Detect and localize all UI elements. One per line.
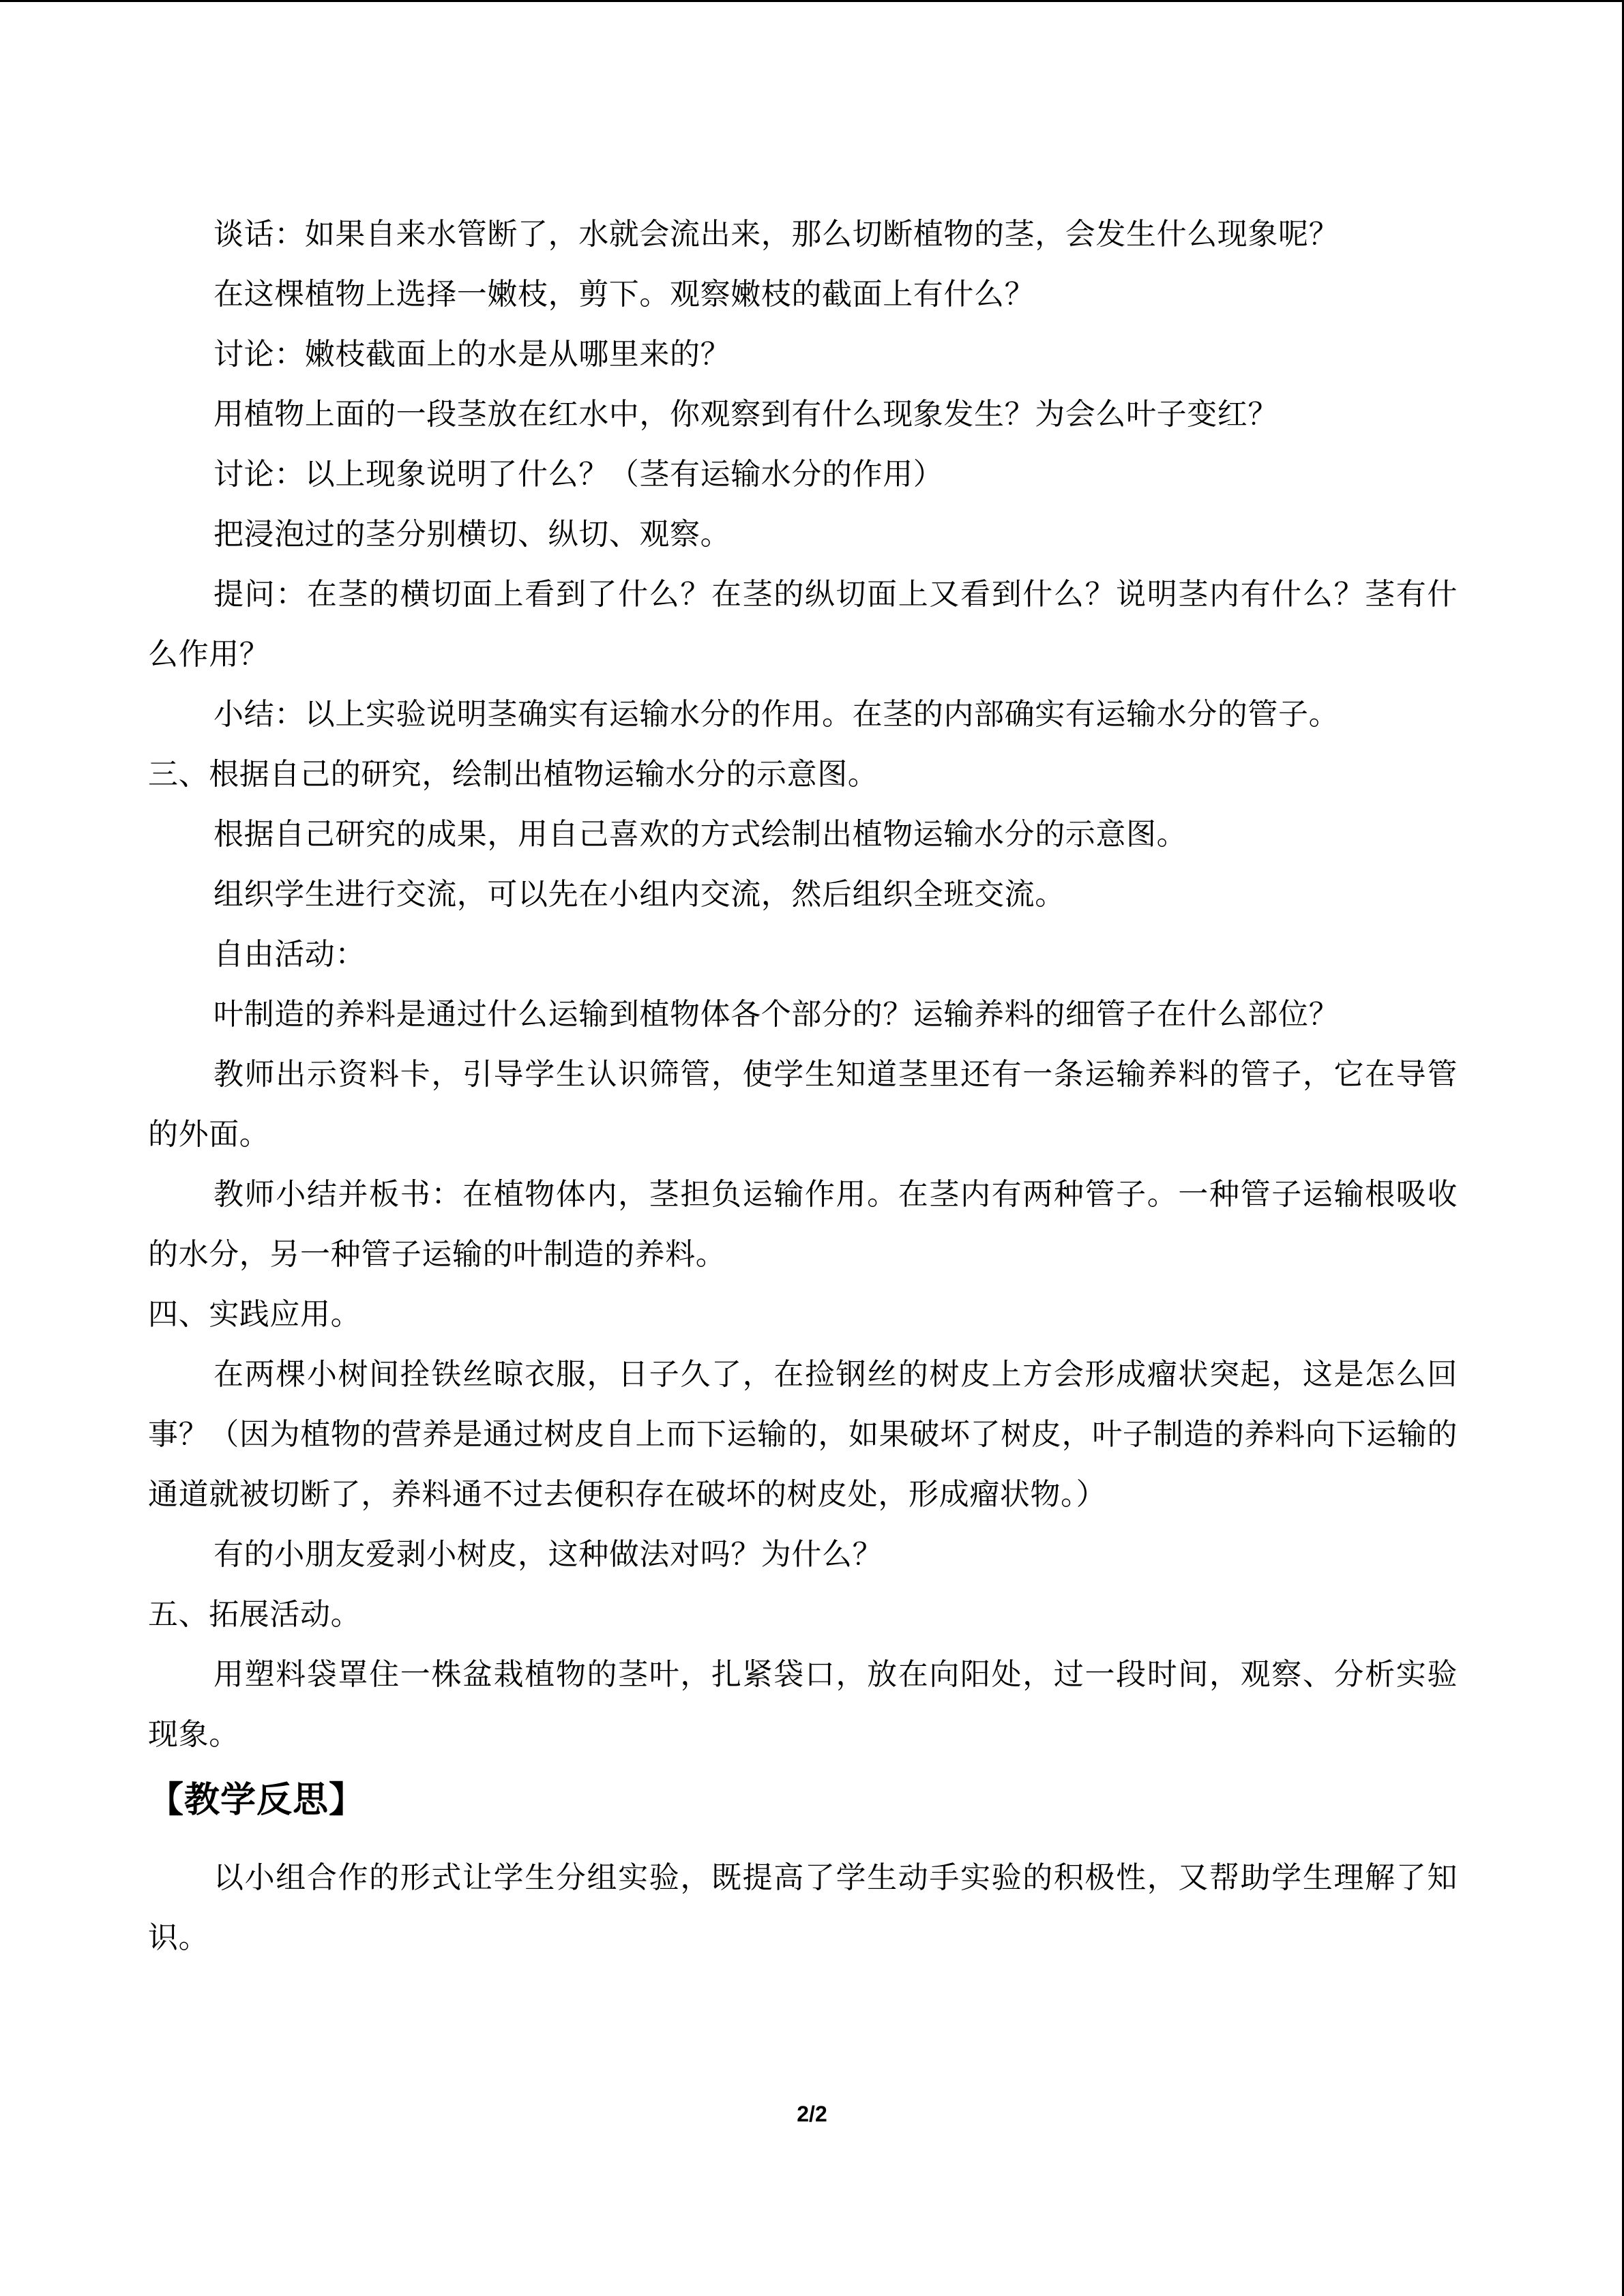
section-heading: 五、拓展活动。 <box>148 1597 361 1632</box>
paragraph: 自由活动： <box>213 937 366 972</box>
paragraph: 在这棵植物上选择一嫩枝，剪下。观察嫩枝的截面上有什么？ <box>213 277 1035 312</box>
paragraph: 根据自己研究的成果，用自己喜欢的方式绘制出植物运输水分的示意图。 <box>213 817 1187 852</box>
paragraph: 组织学生进行交流，可以先在小组内交流，然后组织全班交流。 <box>213 877 1065 912</box>
paragraph: 小结：以上实验说明茎确实有运输水分的作用。在茎的内部确实有运输水分的管子。 <box>213 697 1340 732</box>
paragraph: 教师小结并板书：在植物体内，茎担负运输作用。在茎内有两种管子。一种管子运输根吸收的水分，另一种管子运输的叶制造的养料。 <box>148 1177 1458 1272</box>
paragraph: 讨论：以上现象说明了什么？（茎有运输水分的作用） <box>213 457 944 492</box>
page-number: 2/2 <box>797 2102 827 2126</box>
document-body <box>148 205 1458 1968</box>
paragraph: 提问：在茎的横切面上看到了什么？在茎的纵切面上又看到什么？说明茎内有什么？茎有什么作用？ <box>148 577 1458 672</box>
reflection-heading: 【教学反思】 <box>148 1780 366 1821</box>
reflection-paragraph: 以小组合作的形式让学生分组实验，既提高了学生动手实验的积极性，又帮助学生理解了知识。 <box>148 1860 1458 1955</box>
paragraph: 有的小朋友爱剥小树皮，这种做法对吗？为什么？ <box>213 1537 883 1572</box>
paragraph: 教师出示资料卡，引导学生认识筛管，使学生知道茎里还有一条运输养料的管子，它在导管的外面。 <box>148 1057 1458 1152</box>
top-border-line <box>0 0 1624 2</box>
paragraph: 谈话：如果自来水管断了，水就会流出来，那么切断植物的茎，会发生什么现象呢？ <box>213 217 1340 252</box>
paragraph: 把浸泡过的茎分别横切、纵切、观察。 <box>213 517 731 552</box>
paragraph: 讨论：嫩枝截面上的水是从哪里来的？ <box>213 337 731 372</box>
section-heading: 四、实践应用。 <box>148 1297 361 1332</box>
paragraph: 叶制造的养料是通过什么运输到植物体各个部分的？运输养料的细管子在什么部位？ <box>213 997 1340 1032</box>
paragraph: 用植物上面的一段茎放在红水中，你观察到有什么现象发生？为会么叶子变红？ <box>213 397 1278 432</box>
paragraph: 在两棵小树间拴铁丝晾衣服，日子久了，在捡钢丝的树皮上方会形成瘤状突起，这是怎么回事？（因为植物的营养是通过树皮自上而下运输的，如果破坏了树皮，叶子制造的养料向下运输的通道就被切断了，养料通不过去便积存在破坏的树皮处，形成瘤状物。） <box>148 1357 1458 1512</box>
paragraph: 用塑料袋罩住一株盆栽植物的茎叶，扎紧袋口，放在向阳处，过一段时间，观察、分析实验现象。 <box>148 1657 1458 1752</box>
section-heading: 三、根据自己的研究，绘制出植物运输水分的示意图。 <box>148 757 879 792</box>
